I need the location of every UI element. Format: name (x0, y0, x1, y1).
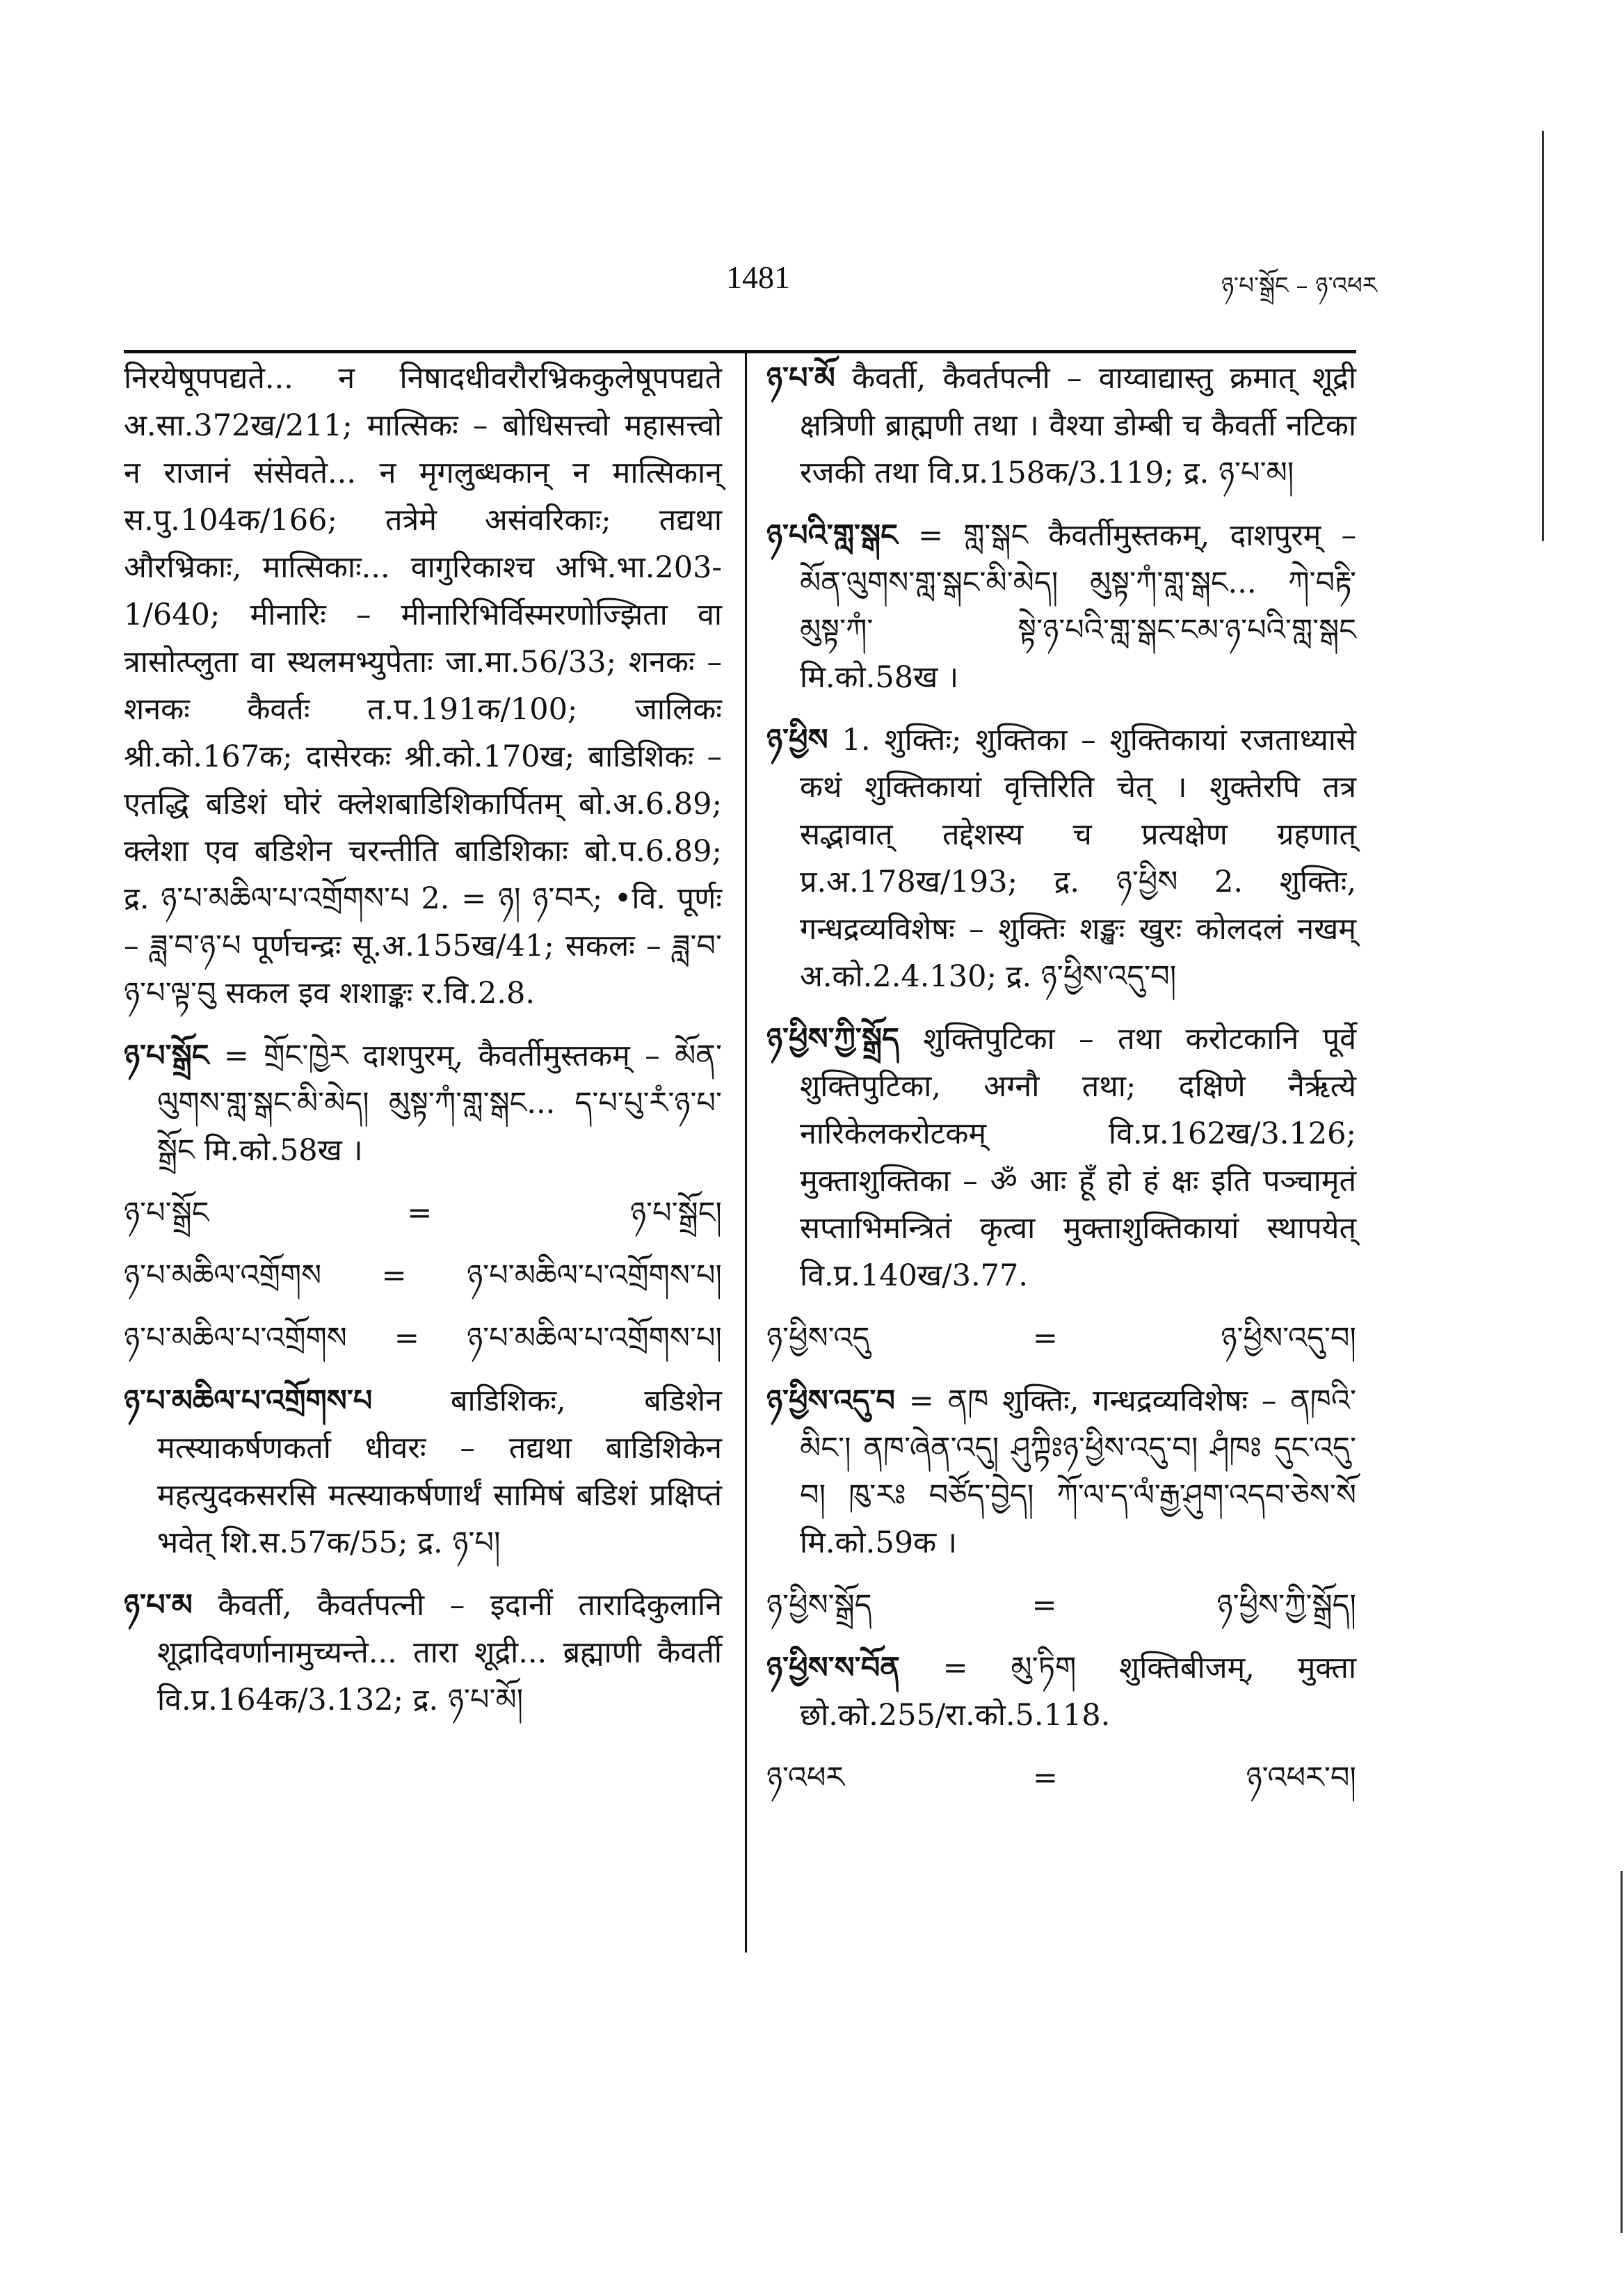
cross-ref-equals: = (394, 1321, 419, 1356)
dictionary-entry (766, 512, 1356, 701)
cross-reference (124, 1252, 722, 1299)
cross-ref-equals: = (381, 1258, 407, 1293)
cross-ref-target: ཉ་འཕར་བ། (1246, 1761, 1356, 1795)
entry-definition: बाडिशिकः, बडिशेन मत्स्याकर्षणकर्ता धीवरः – तद्यथा बाडिशिकेन महत्युदकसरसि मत्स्याकर्षणार्थं सामिषं बडिशं प्रक्षिप्तं भवेत् शि.स.57क/55; द्र. ཉ་པ། (157, 1384, 723, 1560)
cross-ref-headword: ཉ་པ་མཆིལ་པ་འགྲོགས (124, 1321, 347, 1356)
entry-continuation: निरयेषूपपद्यते... न निषादधीवरौरभ्रिककुलेषूपपद्यते अ.सा.372ख/211; मात्सिकः – बोधिसत्त्वो महासत्त्वो न राजानं संसेवते... न मृगलुब्धकान् न मात्सिकान् स.पु.104क/166; तत्रेमे असंवरिकाः; तद्यथा औरभ्रिकाः, मात्सिकाः... वागुरिकाश्च अभि.भा.203-1/640; मीनारिः – मीनारिभिर्विस्मरणोज्झिता वा त्रासोत्प्लुता वा स्थलमभ्युपेताः जा.मा.56/33; शनकः – शनकः कैवर्तः त.प.191क/100; जालिकः श्री.को.167क; दासेरकः श्री.को.170ख; बाडिशिकः – एतद्धि बडिशं घोरं क्लेशबाडिशिकार्पितम् बो.अ.6.89; क्लेशा एव बडिशेन चरन्तीति बाडिशिकाः बो.प.6.89; द्र. ཉ་པ་མཆིལ་པ་འགྲོགས་པ 2. = ཉ། ཉ་བར; •वि. पूर्णः – ཟླ་བ་ཉ་པ पूर्णचन्द्रः सू.अ.155ख/41; सकलः – ཟླ་བ་ཉ་པ་ལྟ་བུ सकल इव शशाङ्कः र.वि.2.8. (124, 361, 722, 1011)
dictionary-entry (766, 355, 1356, 497)
right-column (766, 355, 1356, 1817)
entry-definition: = གླ་སྒང कैवर्तीमुस्तकम्, दाशपुरम् – མོན་ལུགས་གླ་སྒང་མི་མེད། མུསྟ་ཀཾ་གླ་སྒང... ཀེ་བརྟི་མུསྟ་ཀཾ་ སྟེ་ཉ་པའི་གླ་སྒང་ངམ་ཉ་པའི་གླ་སྒང मि.को.58ख । (800, 518, 1356, 695)
entry-headword: ཉ་ཕྱིས་ཀྱི་སྒྲོད (766, 1022, 899, 1057)
dictionary-entry (766, 716, 1356, 1000)
dictionary-entry (766, 1016, 1356, 1299)
cross-ref-equals: = (1032, 1321, 1058, 1356)
cross-ref-equals: = (1031, 1588, 1057, 1623)
entry-definition: कैवर्ती, कैवर्तपत्नी – इदानीं तारादिकुलानि शूद्रादिवर्णानामुच्यन्ते... तारा शूद्री... ब्रह्माणी कैवर्ती वि.प्र.164क/3.132; द्र. ཉ་པ་མོ། (157, 1588, 723, 1717)
entry-headword: ཉ་པ་མཆིལ་པ་འགྲོགས་པ (124, 1384, 373, 1418)
cross-ref-equals: = (1032, 1761, 1058, 1795)
cross-ref-target: ཉ་ཕྱིས་ཀྱི་སྒྲོད། (1216, 1588, 1356, 1623)
cross-reference (124, 1189, 722, 1237)
dictionary-entry (766, 1644, 1356, 1739)
cross-ref-headword: ཉ་ཕྱིས་སྒྲོད (766, 1588, 872, 1623)
dictionary-entry (124, 1032, 722, 1174)
header-rule (124, 350, 1356, 353)
cross-ref-headword: ཉ་པ་མཆིལ་འགྲོགས (124, 1258, 322, 1293)
cross-ref-target: ཉ་པ་སྒྲོང། (629, 1196, 722, 1230)
entry-definition: = གྲོང་ཁྱེར दाशपुरम्, कैवर्तीमुस्तकम् – མོན་ལུགས་གླ་སྒང་མི་མེད། མུསྟ་ཀཾ་གླ་སྒང... ད་པ་པུ་རཾ་ཉ་པ་སྒྲོང मि.को.58ख । (157, 1039, 722, 1168)
left-column (124, 355, 722, 1739)
entry-headword: ཉ་ཕྱིས་ས་བོན (766, 1651, 900, 1685)
cross-ref-equals: = (407, 1196, 433, 1230)
entry-headword: ཉ་ཕྱིས་འདུ་བ (766, 1384, 895, 1418)
cross-ref-headword: ཉ་པ་སྒྲོང (124, 1196, 209, 1230)
entry-headword: ཉ་ཕྱིས (766, 723, 828, 757)
entry-definition: = མུ་ཏིག शुक्तिबीजम्, मुक्ता छो.को.255/रा.को.5.118. (800, 1651, 1356, 1733)
cross-ref-target: ཉ་པ་མཆིལ་པ་འགྲོགས་པ། (467, 1321, 722, 1356)
dictionary-entry (766, 1377, 1356, 1566)
cross-reference (124, 1315, 722, 1362)
entry-definition: 1. शुक्तिः; शुक्तिका – शुक्तिकायां रजताध्यासे कथं शुक्तिकायां वृत्तिरिति चेत् । शुक्तेरपि तत्र सद्भावात् तद्देशस्य च प्रत्यक्षेण ग्रहणात् प्र.अ.178ख/193; द्र. ཉ་ཕྱིས 2. शुक्तिः, गन्धद्रव्यविशेषः – शुक्तिः शङ्खः खुरः कोलदलं नखम् अ.को.2.4.130; द्र. ཉ་ཕྱིས་འདུ་བ། (800, 723, 1357, 994)
entry-headword: ཉ་པ་མ (124, 1588, 193, 1623)
cross-ref-target: ཉ་པ་མཆིལ་པ་འགྲོགས་པ། (467, 1258, 722, 1293)
cross-ref-headword: ཉ་འཕར (766, 1761, 845, 1795)
entry-definition: कैवर्ती, कैवर्तपत्नी – वाय्वाद्यास्तु क्रमात् शूद्री क्षत्रिणी ब्राह्मणी तथा । वैश्या डोम्बी च कैवर्ती नटिका रजकी तथा वि.प्र.158क/3.119; द्र. ཉ་པ་མ། (800, 361, 1356, 490)
cross-reference (766, 1754, 1356, 1802)
dictionary-entry (124, 1582, 722, 1724)
scan-margin-line-top (1542, 131, 1544, 541)
entry-definition: शुक्तिपुटिका – तथा करोटकानि पूर्वे शुक्तिपुटिका, अग्नौ तथा; दक्षिणे नैर्ऋत्ये नारिकेलकरोटकम् वि.प्र.162ख/3.126; मुक्ताशुक्तिका – ॐ आः हूँ हो हं क्षः इति पञ्चामृतं सप्ताभिमन्त्रितं कृत्वा मुक्ताशुक्तिकायां स्थापयेत् वि.प्र.140ख/3.77. (800, 1022, 1356, 1293)
entry-headword: ཉ་པ་སྒྲོང (124, 1039, 209, 1073)
running-head: ཉ་པ་སྒྲོང – ཉ་འཕར (1221, 272, 1377, 300)
entry-headword: ཉ་པའི་གླ་སྒང (766, 518, 898, 553)
page-number: 1481 (726, 259, 790, 295)
scan-margin-line-bottom (1621, 1871, 1623, 2233)
cross-reference (766, 1315, 1356, 1362)
entry-headword: ཉ་པ་མོ (766, 361, 835, 396)
column-divider (745, 353, 747, 1953)
cross-ref-target: ཉ་ཕྱིས་འདུ་བ། (1221, 1321, 1356, 1356)
cross-reference (766, 1582, 1356, 1629)
dictionary-entry (124, 1377, 722, 1566)
cross-ref-headword: ཉ་ཕྱིས་འདུ (766, 1321, 870, 1356)
entry-definition: = ནཁ शुक्तिः, गन्धद्रव्यविशेषः – ནཁའི་མིང་། ནཁ་ཞེན་འདུ། ཤུཀྟིཿཉ་ཕྱིས་འདུ་བ། ཤཾཁཿ དུང་འདུ་བ། ཁུ་རཿ བཙོད་བྱེད། ཀོ་ལ་ད་ལཾ་རྒྱ་ཤུག་འདབ་ཅེས་སོ मि.को.59क । (800, 1384, 1356, 1560)
